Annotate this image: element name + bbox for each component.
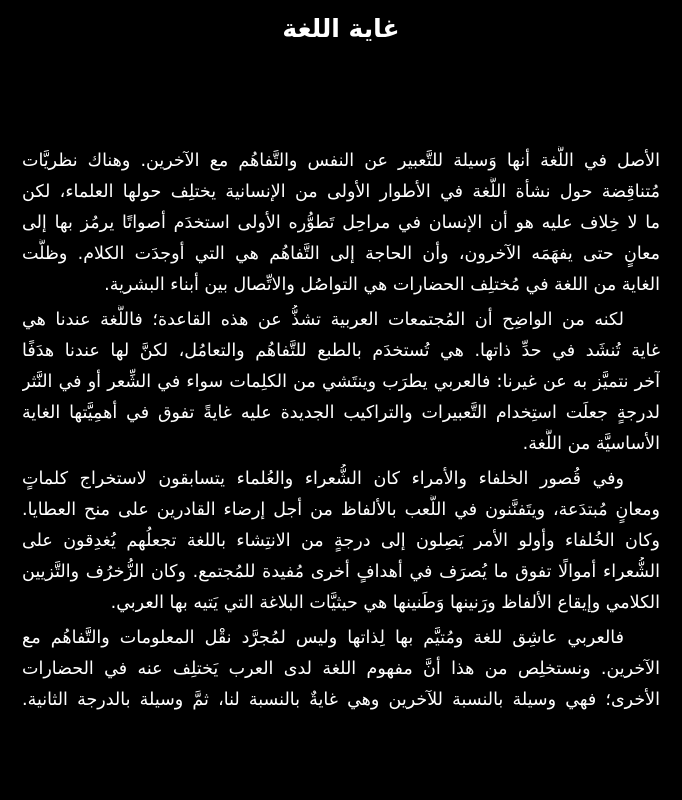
text-line: وفي قُصور الخلفاء والأمراء كان الشُّعراء والعُلماء يتسابقون لاستخراج كلماتٍ [22,469,624,489]
text-line: آخر نتميَّز به عن غيرنا: فالعربي يطرَب وينتَشي من الكلِمات سواء في الشِّعر أو في النَّثر [22,372,660,392]
text-line: الأساسيَّة من اللُّغة. [522,434,660,454]
article-body [22,146,660,720]
paragraph-1 [22,146,660,301]
text-line: الكلامي وإيقاع الألفاظ ورَنينها وَطَنينها هي حيثيَّات البلاغة التي يَتيه بها العربي. [110,593,660,613]
text-line: وكان الخُلفاء وأولو الأمر يَصِلون إلى درجةٍ من الانتِشاء باللغة تجعلُهم يُغدِقون على [22,531,660,551]
paragraph-4 [22,623,660,716]
text-line: معانٍ حتى يفهَمَه الآخرون، وأن الحاجة إلى التَّفاهُم هي التي أوجدَت الكلام. وظلَّت [22,244,660,264]
text-line: الغاية من اللغة في مُختلِف الحضارات هي التواصُل والاتِّصال بين أبناء البشرية. [104,275,660,295]
text-line: ما لا خِلاف عليه هو أن الإنسان في مراحِل تَطوُّره الأولى استخدَم أصواتًا يرمُز بها إلى [22,213,660,233]
text-line: الشُّعراء أموالًا تفوق ما يُصرَف في أهدافٍ أخرى مُفيدة للمُجتمع. وكان الزُّخرُف والتَّزيين [22,562,660,582]
text-line: الأخرى؛ فهي وسيلة بالنسبة للآخرين وهي غايةٌ بالنسبة لنا، ثمَّ وسيلة بالدرجة الثانية. [22,690,660,710]
text-line: الآخرين. ونستخلِص من هذا أنَّ مفهوم اللغة لدى العرب يَختلِف عنه في الحضارات [22,659,660,679]
text-line: فالعربي عاشِق للغة ومُتيَّم بها لِذاتها وليس لمُجرَّد نقْل المعلومات والتَّفاهُم مع [22,628,624,648]
text-line: غاية تُنشَد في حدِّ ذاتها. هي تُستخدَم بالطبع للتَّفاهُم والتعامُل، لكنَّ لها عندنا هدَفًا [22,341,660,361]
text-line: ومعانٍ مُبتدَعة، ويتَفنَّنون في اللَّعب بالألفاظ من أجل إرضاء القادرين على منح العطايا. [22,500,660,520]
text-line: مُتناقِضة حول نشأة اللَّغة في الأطوار الأولى من الإنسانية يختلِف حولها العلماء، لكن [22,182,660,202]
text-line: لدرجةٍ جعلَت استِخدام التَّعبيرات والتراكيب الجديدة عليه غايةً تفوق في أهمِيَّتها الغاية [22,403,660,423]
text-line: الأصل في اللُّغة أنها وَسيلة للتَّعبير عن النفس والتَّفاهُم مع الآخرين. وهناك نظريَّات [22,151,660,171]
page-title: غاية اللغة [282,14,400,43]
text-line: لكنه من الواضِح أن المُجتمعات العربية تشذُّ عن هذه القاعدة؛ فاللُّغة عندنا هي [22,310,624,330]
paragraph-3 [22,464,660,619]
paragraph-2 [22,305,660,460]
